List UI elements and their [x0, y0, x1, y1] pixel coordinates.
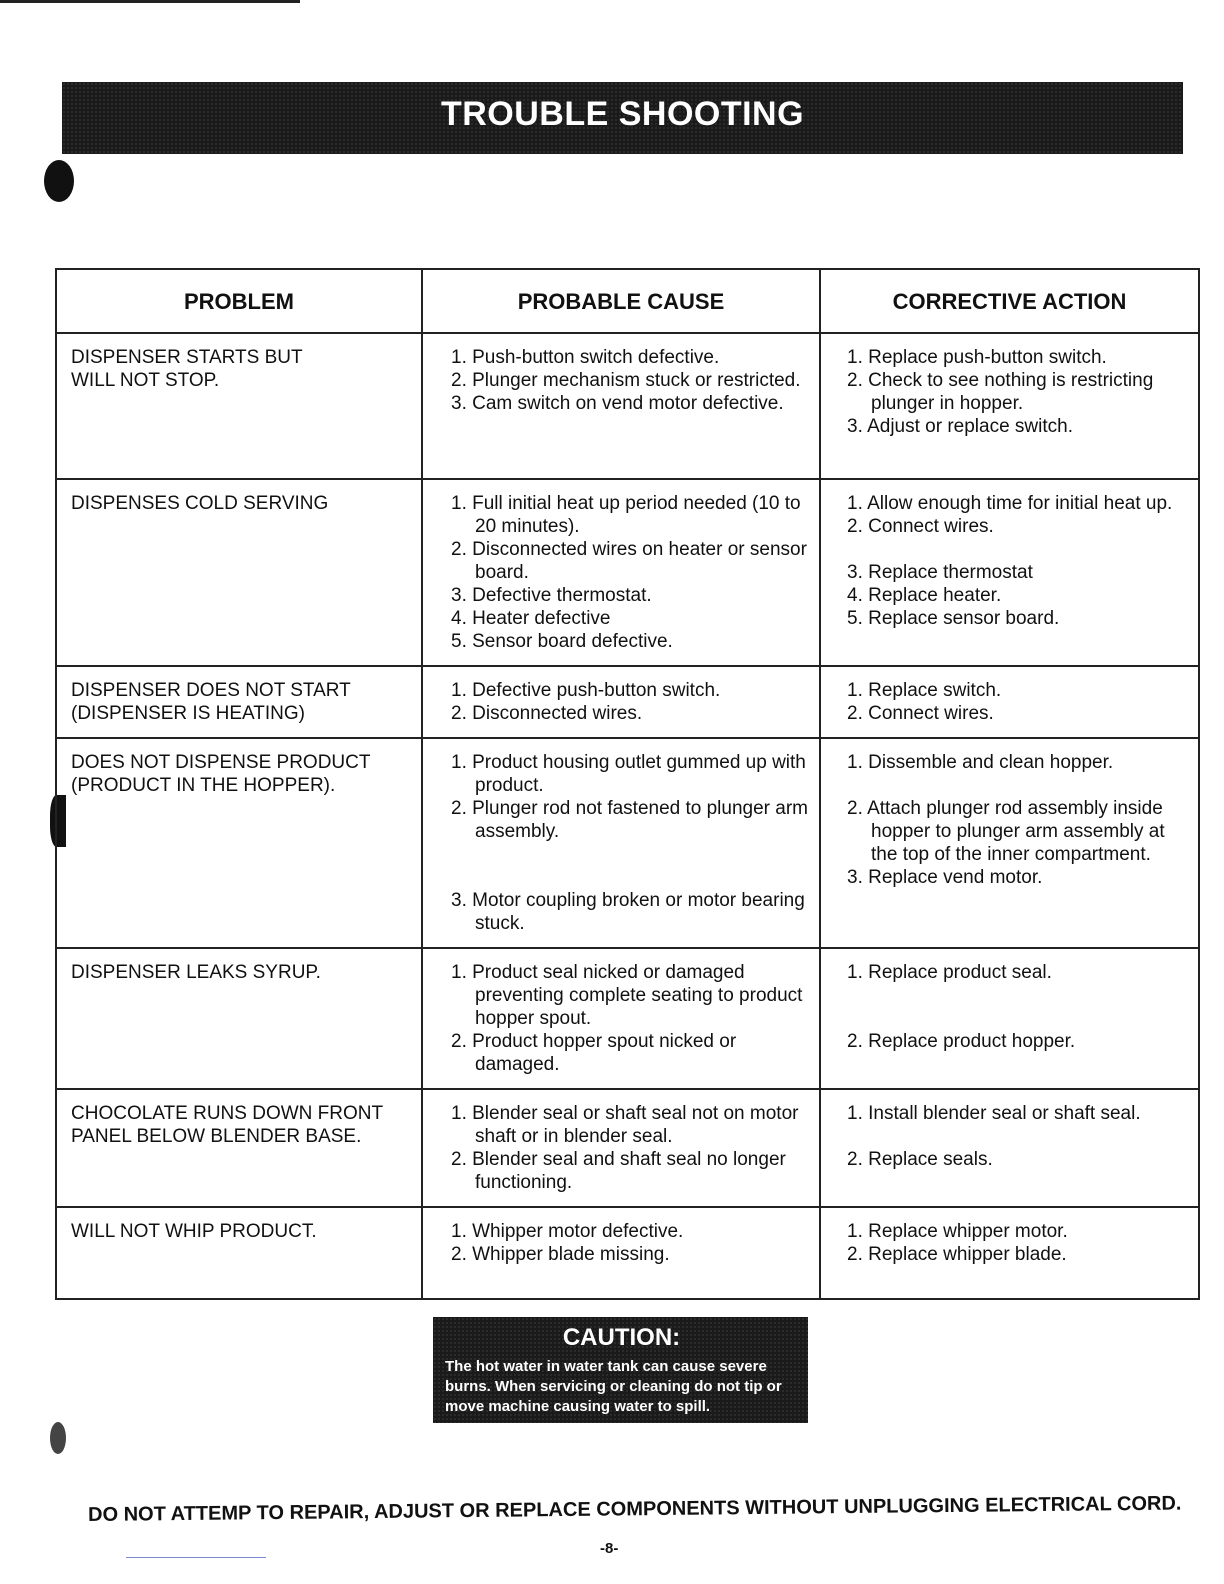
problem-cell — [56, 948, 422, 1089]
action-item: 2. Replace seals. — [847, 1149, 993, 1170]
binder-hole-mark — [44, 160, 74, 202]
action-item: 2. Connect wires. — [847, 703, 994, 724]
cause-item: 1. Product seal nicked or damaged preventing complete seating to product hopper spout. — [451, 962, 803, 1029]
cause-cell — [422, 333, 820, 479]
problem-line: DISPENSER LEAKS SYRUP. — [71, 962, 321, 983]
cause-item: 1. Blender seal or shaft seal not on motor shaft or in blender seal. — [451, 1103, 799, 1147]
problem-line: WILL NOT STOP. — [71, 370, 220, 391]
problem-cell — [56, 479, 422, 666]
cause-cell — [422, 1089, 820, 1207]
table-header-row — [56, 269, 1199, 333]
cause-item: 2. Product hopper spout nicked or damaged. — [451, 1031, 737, 1075]
action-item: 1. Replace switch. — [847, 680, 1002, 701]
cause-item: 2. Whipper blade missing. — [451, 1244, 670, 1265]
problem-line: (DISPENSER IS HEATING) — [71, 703, 306, 724]
unplug-warning: DO NOT ATTEMP TO REPAIR, ADJUST OR REPLACE COMPONENTS WITHOUT UNPLUGGING ELECTRICAL CORD. — [88, 1492, 1182, 1526]
caution-title: CAUTION: — [562, 1324, 681, 1351]
binder-hole-mark — [50, 1422, 66, 1454]
action-item: 1. Allow enough time for initial heat up. — [847, 493, 1173, 514]
action-item: 2. Check to see nothing is restricting plunger in hopper. — [847, 370, 1154, 414]
troubleshooting-table — [55, 268, 1200, 1300]
problem-line: PANEL BELOW BLENDER BASE. — [71, 1126, 362, 1147]
problem-line: DOES NOT DISPENSE PRODUCT — [71, 752, 371, 773]
action-item: 2. Attach plunger rod assembly inside hopper to plunger arm assembly at the top of the inner compartment. — [847, 798, 1165, 865]
action-item: 3. Adjust or replace switch. — [847, 416, 1073, 437]
cause-item: 1. Full initial heat up period needed (10 to 20 minutes). — [451, 493, 801, 537]
action-item: 4. Replace heater. — [847, 585, 1002, 606]
action-item: 2. Connect wires. — [847, 516, 994, 537]
action-item: 5. Replace sensor board. — [847, 608, 1060, 629]
cause-cell — [422, 666, 820, 738]
action-item: 3. Replace vend motor. — [847, 867, 1043, 888]
problem-line: CHOCOLATE RUNS DOWN FRONT — [71, 1103, 384, 1124]
cause-item: 1. Push-button switch defective. — [451, 347, 720, 368]
problem-line: DISPENSES COLD SERVING — [71, 493, 329, 514]
cause-item: 3. Defective thermostat. — [451, 585, 652, 606]
action-item: 2. Replace whipper blade. — [847, 1244, 1067, 1265]
table-row — [56, 333, 1199, 479]
action-item: 3. Replace thermostat — [847, 562, 1033, 583]
page-number: -8- — [600, 1540, 619, 1557]
cause-item: 4. Heater defective — [451, 608, 611, 629]
action-item: 2. Replace product hopper. — [847, 1031, 1076, 1052]
action-item: 1. Replace product seal. — [847, 962, 1052, 983]
table-row — [56, 1089, 1199, 1207]
cause-item: 2. Disconnected wires on heater or sensor board. — [451, 539, 807, 583]
cause-item: 2. Disconnected wires. — [451, 703, 643, 724]
action-cell — [820, 333, 1199, 479]
cause-item: 1. Product housing outlet gummed up with product. — [451, 752, 806, 796]
problem-line: WILL NOT WHIP PRODUCT. — [71, 1221, 317, 1242]
problem-line: (PRODUCT IN THE HOPPER). — [71, 775, 336, 796]
table-row — [56, 948, 1199, 1089]
caution-box — [433, 1317, 808, 1423]
cause-cell — [422, 479, 820, 666]
cause-item: 2. Plunger rod not fastened to plunger arm assembly. — [451, 798, 809, 842]
column-header-cause: PROBABLE CAUSE — [422, 269, 820, 333]
cause-item: 2. Blender seal and shaft seal no longer functioning. — [451, 1149, 786, 1193]
cause-cell — [422, 948, 820, 1089]
title-banner — [62, 82, 1183, 154]
action-cell — [820, 738, 1199, 948]
bottom-rule — [126, 1557, 266, 1558]
problem-cell — [56, 1207, 422, 1299]
table-row — [56, 1207, 1199, 1299]
page-title: TROUBLE SHOOTING — [440, 94, 805, 133]
column-header-problem: PROBLEM — [56, 269, 422, 333]
problem-line: DISPENSER DOES NOT START — [71, 680, 351, 701]
problem-line: DISPENSER STARTS BUT — [71, 347, 303, 368]
problem-cell — [56, 738, 422, 948]
action-cell — [820, 1207, 1199, 1299]
column-header-action: CORRECTIVE ACTION — [820, 269, 1199, 333]
action-item: 1. Replace whipper motor. — [847, 1221, 1068, 1242]
action-item: 1. Replace push-button switch. — [847, 347, 1107, 368]
problem-cell — [56, 1089, 422, 1207]
problem-cell — [56, 666, 422, 738]
action-cell — [820, 948, 1199, 1089]
cause-cell — [422, 1207, 820, 1299]
cause-item: 1. Whipper motor defective. — [451, 1221, 684, 1242]
cause-cell — [422, 738, 820, 948]
caution-text: The hot water in water tank can cause severe burns. When servicing or cleaning do not tip or move machine causing water to spill. — [445, 1358, 782, 1415]
problem-cell — [56, 333, 422, 479]
cause-item: 3. Motor coupling broken or motor bearing stuck. — [451, 890, 805, 934]
action-item: 1. Dissemble and clean hopper. — [847, 752, 1114, 773]
action-item: 1. Install blender seal or shaft seal. — [847, 1103, 1141, 1124]
table-row — [56, 738, 1199, 948]
table-row — [56, 666, 1199, 738]
action-cell — [820, 1089, 1199, 1207]
cause-item: 2. Plunger mechanism stuck or restricted. — [451, 370, 801, 391]
cause-item: 5. Sensor board defective. — [451, 631, 673, 652]
cause-item: 1. Defective push-button switch. — [451, 680, 721, 701]
cause-item: 3. Cam switch on vend motor defective. — [451, 393, 784, 414]
action-cell — [820, 666, 1199, 738]
action-cell — [820, 479, 1199, 666]
table-row — [56, 479, 1199, 666]
top-rule — [0, 0, 300, 3]
